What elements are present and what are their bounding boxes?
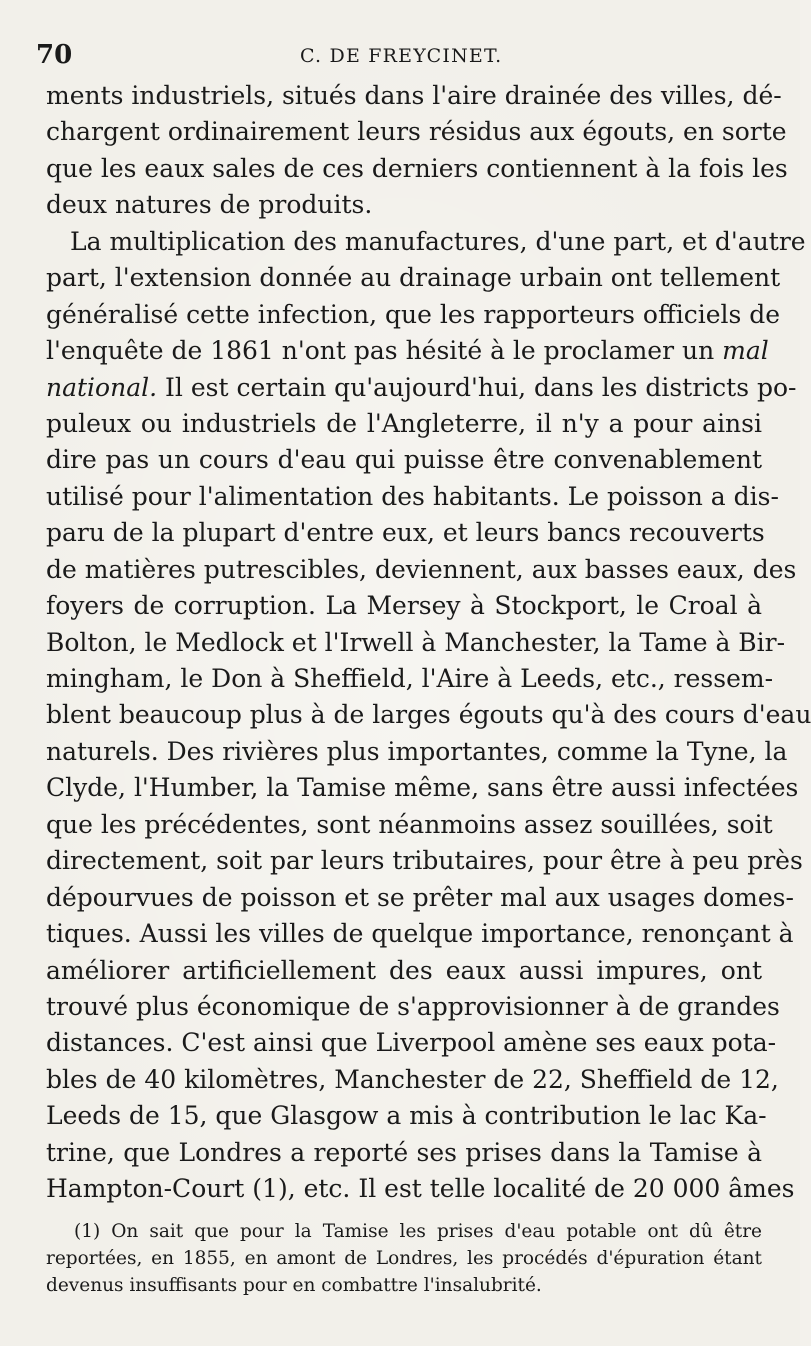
body-line: puleux ou industriels de l'Angleterre, il n'y a pour ainsi — [46, 408, 762, 438]
body-line: part, l'extension donnée au drainage urbain ont tellement — [46, 263, 781, 293]
body-line: mingham, le Don à Sheffield, l'Aire à Leeds, etc., ressem- — [46, 664, 774, 693]
body-line: Clyde, l'Humber, la Tamise même, sans être aussi infectées — [46, 773, 799, 803]
body-line: foyers de corruption. La Mersey à Stockport, le Croal à — [46, 591, 762, 621]
body-line: bles de 40 kilomètres, Manchester de 22, Sheffield de 12, — [46, 1064, 779, 1094]
body-line-text: l'enquête de 1861 n'ont pas hésité à le proclamer un — [46, 336, 723, 366]
body-text — [46, 78, 811, 1208]
body-line-with-italic — [46, 370, 797, 406]
page-number: 70 — [36, 40, 73, 70]
running-head: C. DE FREYCINET. — [300, 45, 503, 67]
body-line: de matières putrescibles, deviennent, aux basses eaux, des — [46, 554, 797, 584]
body-line-with-italic — [46, 333, 769, 369]
body-line: distances. C'est ainsi que Liverpool amène ses eaux pota- — [46, 1028, 777, 1058]
body-line: paru de la plupart d'entre eux, et leurs bancs recouverts — [46, 518, 765, 548]
body-line: dépourvues de poisson et se prêter mal aux usages domes- — [46, 882, 794, 912]
body-line: ments industriels, situés dans l'aire drainée des villes, dé- — [46, 81, 782, 110]
italic-word: mal — [722, 336, 769, 366]
body-line: que les eaux sales de ces derniers contiennent à la fois les — [46, 153, 788, 183]
body-line: deux natures de produits. — [46, 190, 373, 220]
body-line: améliorer artificiellement des eaux aussi impures, ont — [46, 955, 762, 985]
footnotes — [46, 1218, 762, 1299]
body-line: trouvé plus économique de s'approvisionner à de grandes — [46, 991, 780, 1021]
footnote-line: (1) On sait que pour la Tamise les prises d'eau potable ont dû être — [74, 1221, 762, 1242]
body-line: tiques. Aussi les villes de quelque importance, renonçant à — [46, 919, 794, 949]
italic-word: national. — [46, 372, 158, 402]
body-line: utilisé pour l'alimentation des habitants. Le poisson a dis- — [46, 481, 779, 511]
body-line: Leeds de 15, que Glasgow a mis à contribution le lac Ka- — [46, 1101, 767, 1131]
body-line: généralisé cette infection, que les rapporteurs officiels de — [46, 299, 781, 329]
body-line: que les précédentes, sont néanmoins assez souillées, soit — [46, 809, 773, 839]
body-line: trine, que Londres a reporté ses prises dans la Tamise à — [46, 1137, 762, 1167]
body-line: blent beaucoup plus à de larges égouts qu'à des cours d'eau — [46, 700, 811, 730]
body-line: La multiplication des manufactures, d'une part, et d'autre — [70, 226, 806, 256]
body-line: Hampton-Court (1), etc. Il est telle localité de 20 000 âmes — [46, 1174, 795, 1204]
footnote-line: reportées, en 1855, en amont de Londres, les procédés d'épuration étant — [46, 1248, 762, 1269]
body-line: naturels. Des rivières plus importantes, comme la Tyne, la — [46, 736, 788, 766]
body-line: chargent ordinairement leurs résidus aux égouts, en sorte — [46, 117, 787, 147]
body-line-text: Il est certain qu'aujourd'hui, dans les districts po- — [157, 372, 797, 402]
body-line: Bolton, le Medlock et l'Irwell à Manchester, la Tame à Bir- — [46, 627, 786, 657]
body-line: dire pas un cours d'eau qui puisse être convenablement — [46, 445, 762, 475]
body-line: directement, soit par leurs tributaires, pour être à peu près — [46, 846, 803, 876]
footnote-line: devenus insuffisants pour en combattre l'insalubrité. — [46, 1275, 542, 1296]
